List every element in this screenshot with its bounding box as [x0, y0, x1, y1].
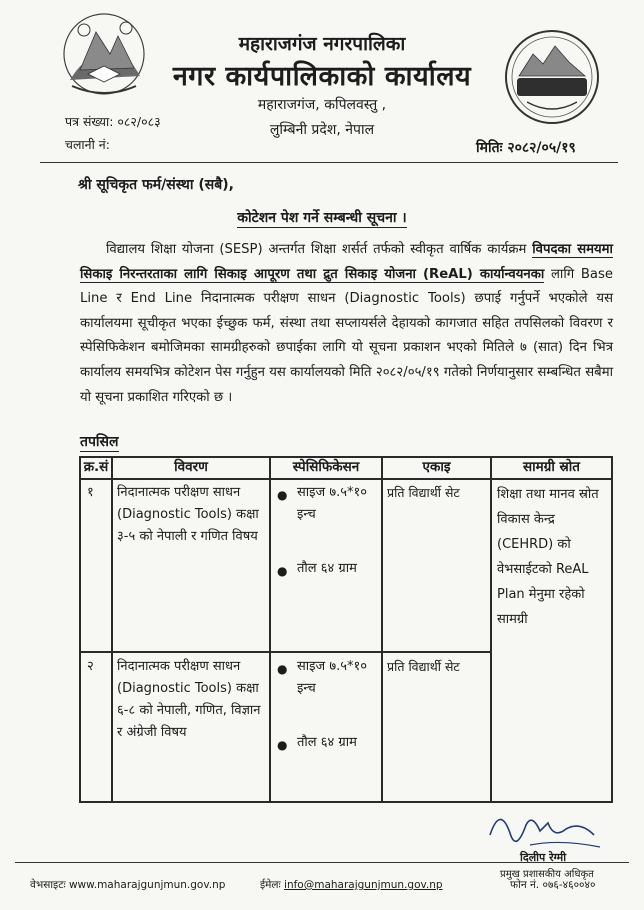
row2-spec-weight: तौल ६४ ग्राम: [297, 735, 357, 750]
header-sn: क्र.सं: [83, 459, 109, 475]
material-source: शिक्षा तथा मानव स्रोत विकास केन्द्र (CEHRD) को वेभसाईटको ReAL Plan मेनुमा रहेको सामग्री: [497, 487, 599, 627]
header-description: विवरण: [174, 459, 208, 475]
date: [476, 138, 576, 157]
bullet-icon: ●: [277, 488, 288, 502]
row1-description: निदानात्मक परीक्षण साधन (Diagnostic Tools) कक्षा ३-५ को नेपाली र गणित विषय: [117, 485, 259, 544]
table-title: तपसिल: [80, 434, 119, 450]
footer-email: [260, 878, 443, 892]
header-specification: स्पेसिफिकेसन: [292, 459, 360, 475]
subject-text: कोटेशन पेश गर्ने सम्बन्धी सूचना ।: [237, 210, 407, 226]
row1-spec-size: साइज ७.५*१० इन्च: [297, 485, 367, 522]
bullet-icon: ●: [277, 738, 288, 752]
patra-value: ०८२/०८३: [117, 114, 161, 129]
row2-sn: २: [87, 659, 94, 674]
row2-description: निदानात्मक परीक्षण साधन (Diagnostic Tools) कक्षा ६-८ को नेपाली, गणित, विज्ञान र अंग्रेजी विषय: [117, 659, 261, 740]
email-link[interactable]: info@maharajgunjmun.gov.np: [284, 879, 443, 891]
salutation: श्री सूचिकृत फर्म/संस्था (सबै),: [78, 177, 234, 193]
footer-website[interactable]: वेभसाइटः www.maharajgunjmun.gov.np: [30, 879, 226, 891]
bullet-icon: ●: [277, 662, 288, 676]
address-line-2: लुम्बिनी प्रदेश, नेपाल: [269, 122, 375, 138]
signer-name: दिलीप रेग्मी: [520, 851, 567, 864]
date-label: मितिः: [476, 140, 503, 156]
chalani-label: चलानी नं:: [65, 137, 110, 152]
org-line-1: महाराजगंज नगरपालिका: [238, 33, 406, 55]
date-value: २०८२/०५/१९: [507, 140, 576, 156]
header-unit: एकाइ: [422, 459, 451, 475]
address-line-1: महाराजगंज, कपिलवस्तु ,: [257, 97, 387, 113]
row1-unit: प्रति विद्यार्थी सेट: [387, 485, 460, 500]
signer-title: प्रमुख प्रशासकीय अधिकृत: [500, 869, 594, 880]
para-bold: विपदका समयमा सिकाइ निरन्तरताका लागि सिकाइ आपूरण तथा द्रुत सिकाइ योजना (ReAL) कार्यान्वयनका: [80, 242, 613, 282]
footer-divider: [15, 862, 629, 863]
org-line-2: नगर कार्यपालिकाको कार्यालय: [172, 61, 472, 92]
para-part-2: लागि Base Line र End Line निदानात्मक परीक्षण साधन (Diagnostic Tools) छपाई गर्नुपर्ने भएकोले यस कार्यालयमा सूचीकृत भएका ईच्छुक फर्म, संस्था तथा सप्लायर्सले देहायको कागजात सहित तपसिलको विवरण र स्पेसिफिकेशन बमोजिमका सामग्रीहरुको छपाईका लागि यो सूचना प्रकाशन भएको मितिले ७ (सात) दिन भित्र कार्यालय समयभित्र कोटेशन पेस गर्नुहुन यस कार्यालयको मिति २०८२/०५/१९ गतेको निर्णयानुसार सम्बन्धित सबैमा यो सूचना प्रकाशित गरिएको छ ।: [80, 266, 613, 405]
row2-spec-size: साइज ७.५*१० इन्च: [297, 659, 367, 696]
subject: [0, 208, 644, 227]
footer-phone: फोन नं. ०७६-४६००४०: [510, 879, 596, 891]
row2-unit: प्रति विद्यार्थी सेट: [387, 659, 460, 674]
row1-spec-weight: तौल ६४ ग्राम: [297, 561, 357, 576]
patra-label: पत्र संख्या:: [65, 114, 114, 129]
bullet-icon: ●: [277, 564, 288, 578]
email-label: ईमेलः: [260, 879, 281, 891]
specification-table: [79, 456, 613, 802]
patra-sankhya: [65, 113, 161, 130]
notice-paragraph: [80, 238, 613, 410]
row1-sn: १: [87, 485, 94, 500]
header-divider: [40, 162, 618, 163]
header-source: सामग्री स्रोत: [523, 459, 580, 475]
municipality-logo: [503, 28, 601, 126]
para-part-1: विद्यालय शिक्षा योजना (SESP) अन्तर्गत शिक्षा शर्सर्त तर्फको स्वीकृत वार्षिक कार्यक्रम: [106, 242, 527, 257]
